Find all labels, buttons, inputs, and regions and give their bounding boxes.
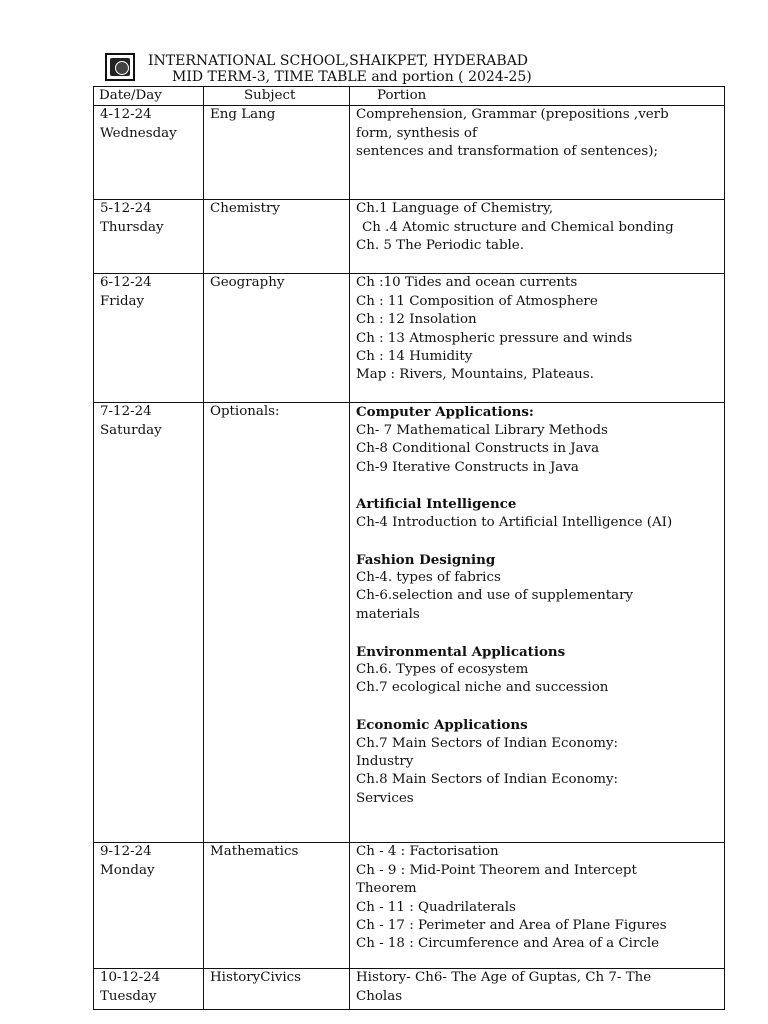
day: Friday bbox=[100, 293, 145, 309]
subject: HistoryCivics bbox=[210, 970, 301, 986]
optional-heading: Fashion Designing bbox=[356, 551, 496, 568]
portion-line: Ch.7 ecological niche and succession bbox=[356, 680, 609, 696]
portion-cell bbox=[350, 403, 725, 843]
column-header-subject: Subject bbox=[204, 87, 350, 106]
portion-line: sentences and transformation of sentences); bbox=[356, 144, 658, 160]
day: Tuesday bbox=[100, 988, 157, 1004]
portion-cell bbox=[350, 843, 725, 969]
timetable bbox=[93, 86, 725, 1010]
portion-line: Services bbox=[356, 790, 414, 806]
portion-line: Ch- 7 Mathematical Library Methods bbox=[356, 422, 608, 438]
optional-heading: Artificial Intelligence bbox=[356, 496, 517, 513]
optional-heading: Computer Applications: bbox=[356, 404, 534, 421]
date-cell bbox=[94, 200, 204, 274]
portion-line: Ch - 11 : Quadrilaterals bbox=[356, 899, 516, 915]
subject-cell bbox=[204, 843, 350, 969]
spacer bbox=[356, 698, 718, 716]
spacer bbox=[356, 477, 718, 495]
portion-line: Ch.6. Types of ecosystem bbox=[356, 662, 529, 678]
date-cell bbox=[94, 403, 204, 843]
portion-cell bbox=[350, 969, 725, 1010]
portion-line: materials bbox=[356, 606, 420, 622]
table-row bbox=[94, 969, 725, 1010]
subject-cell bbox=[204, 403, 350, 843]
portion-cell bbox=[350, 274, 725, 403]
day: Saturday bbox=[100, 422, 162, 438]
portion-line: Ch : 11 Composition of Atmosphere bbox=[356, 293, 598, 309]
portion-line: Ch - 9 : Mid-Point Theorem and Intercept bbox=[356, 862, 637, 878]
portion-line: Ch-6.selection and use of supplementary bbox=[356, 588, 634, 604]
logo-emblem bbox=[110, 58, 130, 76]
portion-cell bbox=[350, 106, 725, 200]
portion-cell bbox=[350, 200, 725, 274]
table-row bbox=[94, 106, 725, 200]
date: 7-12-24 bbox=[100, 404, 152, 420]
portion-line: Ch : 13 Atmospheric pressure and winds bbox=[356, 330, 633, 346]
date: 6-12-24 bbox=[100, 275, 152, 291]
subject: Mathematics bbox=[210, 844, 299, 860]
portion-line: Ch .4 Atomic structure and Chemical bonding bbox=[362, 219, 674, 235]
portion-line: Ch-9 Iterative Constructs in Java bbox=[356, 459, 579, 475]
subject-cell bbox=[204, 200, 350, 274]
portion-line: form, synthesis of bbox=[356, 125, 477, 141]
date-cell bbox=[94, 274, 204, 403]
optional-heading: Environmental Applications bbox=[356, 643, 566, 660]
portion-line: Ch.1 Language of Chemistry, bbox=[356, 201, 554, 217]
portion-line: Ch.8 Main Sectors of Indian Economy: bbox=[356, 772, 619, 788]
portion-line: Ch : 12 Insolation bbox=[356, 312, 477, 328]
subject-cell bbox=[204, 969, 350, 1010]
portion-line: Map : Rivers, Mountains, Plateaus. bbox=[356, 367, 594, 383]
portion-line: Ch. 5 The Periodic table. bbox=[356, 238, 524, 254]
portion-line: Ch-8 Conditional Constructs in Java bbox=[356, 441, 600, 457]
logo-seal-icon bbox=[115, 61, 129, 75]
subject-cell bbox=[204, 274, 350, 403]
portion-line: Ch - 18 : Circumference and Area of a Circle bbox=[356, 936, 660, 952]
portion-line: Ch-4. types of fabrics bbox=[356, 570, 501, 586]
column-header-portion: Portion bbox=[350, 87, 725, 106]
portion-line: Cholas bbox=[356, 988, 403, 1004]
portion-line: Ch : 14 Humidity bbox=[356, 349, 473, 365]
exam-title: MID TERM-3, TIME TABLE and portion ( 2024-25) bbox=[172, 69, 532, 85]
date: 10-12-24 bbox=[100, 970, 161, 986]
subject: Geography bbox=[210, 275, 285, 291]
subject: Chemistry bbox=[210, 201, 280, 217]
portion-line: Ch - 17 : Perimeter and Area of Plane Figures bbox=[356, 918, 667, 934]
date: 5-12-24 bbox=[100, 201, 152, 217]
date: 9-12-24 bbox=[100, 844, 152, 860]
table-row bbox=[94, 843, 725, 969]
portion-line: Ch-4 Introduction to Artificial Intelligence (AI) bbox=[356, 514, 673, 530]
column-header-date: Date/Day bbox=[94, 87, 204, 106]
portion-line: Industry bbox=[356, 754, 414, 770]
portion-line: History- Ch6- The Age of Guptas, Ch 7- The bbox=[356, 970, 652, 986]
date-cell bbox=[94, 106, 204, 200]
date-cell bbox=[94, 969, 204, 1010]
day: Wednesday bbox=[100, 125, 177, 141]
portion-line: Theorem bbox=[356, 881, 417, 897]
portion-line: Ch :10 Tides and ocean currents bbox=[356, 275, 578, 291]
spacer bbox=[356, 532, 718, 550]
table-header-row bbox=[94, 87, 725, 106]
date: 4-12-24 bbox=[100, 107, 152, 123]
school-logo bbox=[105, 53, 135, 81]
spacer bbox=[356, 624, 718, 642]
day: Monday bbox=[100, 862, 155, 878]
table-row bbox=[94, 200, 725, 274]
portion-line: Comprehension, Grammar (prepositions ,verb bbox=[356, 107, 669, 123]
table-row bbox=[94, 403, 725, 843]
table-row bbox=[94, 274, 725, 403]
portion-line: Ch - 4 : Factorisation bbox=[356, 844, 499, 860]
subject: Optionals: bbox=[210, 404, 280, 420]
subject: Eng Lang bbox=[210, 107, 276, 123]
date-cell bbox=[94, 843, 204, 969]
subject-cell bbox=[204, 106, 350, 200]
school-title: INTERNATIONAL SCHOOL,SHAIKPET, HYDERABAD bbox=[148, 53, 529, 69]
day: Thursday bbox=[100, 219, 164, 235]
optional-heading: Economic Applications bbox=[356, 717, 528, 734]
portion-line: Ch.7 Main Sectors of Indian Economy: bbox=[356, 735, 619, 751]
